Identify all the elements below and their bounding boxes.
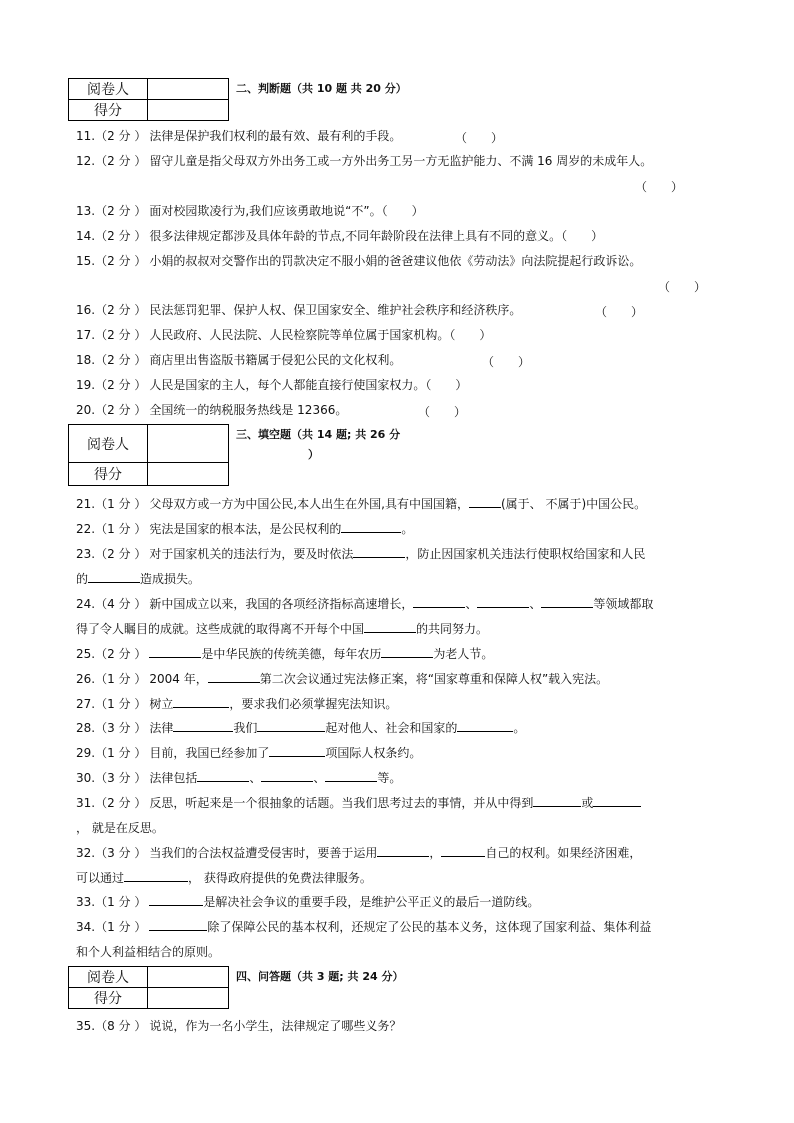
question-number: 27.（1 分 ） — [76, 697, 147, 711]
reviewer-field — [148, 79, 229, 100]
question-text: 留守儿童是指父母双方外出务工或一方外出务工另一方无监护能力、不满 16 周岁的未成年人。 — [149, 154, 653, 168]
section-title: 三、填空题（共 14 题; 共 26 分 — [236, 428, 401, 441]
question-text: 。 — [513, 721, 526, 735]
question-33 — [76, 890, 726, 915]
answer-blank[interactable] — [173, 718, 233, 732]
answer-blank[interactable] — [124, 868, 188, 882]
question-number: 16.（2 分 ） — [76, 303, 147, 317]
section-title-cont: ） — [308, 448, 319, 461]
question-text: 的共同努力。 — [416, 622, 489, 636]
question-15 — [76, 249, 726, 274]
question-text: 反思，听起来是一个很抽象的话题。当我们思考过去的事情，并从中得到 — [149, 796, 534, 810]
answer-blank[interactable] — [325, 768, 377, 782]
question-29 — [76, 741, 726, 766]
question-number: 30.（3 分 ） — [76, 771, 147, 785]
question-text: (属于、 不属于)中国公民。 — [501, 497, 647, 511]
answer-blank[interactable] — [413, 594, 465, 608]
question-31-cont — [76, 816, 164, 841]
question-14 — [76, 224, 726, 249]
score-label: 得分 — [69, 463, 148, 486]
question-25 — [76, 642, 726, 667]
question-text: 面对校园欺凌行为,我们应该勇敢地说“不”。（ ） — [149, 204, 424, 218]
question-text: 法律包括 — [149, 771, 198, 785]
question-number: 24.（4 分 ） — [76, 597, 147, 611]
question-number: 32.（3 分 ） — [76, 846, 147, 860]
separator: 、 — [529, 597, 542, 611]
question-text: 法律是保护我们权利的最有效、最有利的手段。 — [149, 129, 402, 143]
question-number: 35.（8 分 ） — [76, 1019, 147, 1033]
question-text: ， 就是在反思。 — [76, 821, 164, 835]
question-number: 15.（2 分 ） — [76, 254, 147, 268]
question-20 — [76, 398, 726, 423]
question-text: 宪法是国家的根本法，是公民权利的 — [149, 522, 342, 536]
question-number: 17.（2 分 ） — [76, 328, 147, 342]
answer-blank[interactable] — [149, 644, 201, 658]
question-text: 小娟的叔叔对交警作出的罚款决定不服小娟的爸爸建议他依《劳动法》向法院提起行政诉讼。 — [149, 254, 642, 268]
answer-blank[interactable] — [381, 644, 433, 658]
reviewer-label: 阅卷人 — [69, 79, 148, 100]
question-number: 29.（1 分 ） — [76, 746, 147, 760]
separator: ， — [429, 846, 442, 860]
score-field — [148, 988, 229, 1009]
separator: 、 — [465, 597, 478, 611]
answer-blank[interactable] — [197, 768, 249, 782]
question-34-cont — [76, 940, 220, 965]
score-label: 得分 — [69, 100, 148, 121]
section-title: 四、问答题（共 3 题; 共 24 分） — [236, 970, 404, 983]
answer-blank[interactable] — [88, 569, 140, 583]
question-text: 目前，我国已经参加了 — [149, 746, 270, 760]
question-22 — [76, 517, 726, 542]
question-text: ， 获得政府提供的免费法律服务。 — [188, 871, 372, 885]
answer-blank[interactable] — [469, 494, 501, 508]
question-number: 23.（2 分 ） — [76, 547, 147, 561]
judge-section-header — [68, 78, 728, 122]
question-number: 22.（1 分 ） — [76, 522, 147, 536]
question-text: 除了保障公民的基本权利，还规定了公民的基本义务，这体现了国家利益、集体利益 — [207, 920, 652, 934]
answer-blank[interactable] — [441, 843, 485, 857]
reviewer-label: 阅卷人 — [69, 967, 148, 988]
answer-blank[interactable] — [457, 718, 513, 732]
question-text: 起对他人、社会和国家的 — [325, 721, 458, 735]
question-32 — [76, 841, 726, 866]
question-number: 34.（1 分 ） — [76, 920, 147, 934]
score-field — [148, 463, 229, 486]
score-box — [68, 424, 229, 486]
question-number: 26.（1 分 ） — [76, 672, 147, 686]
question-24 — [76, 592, 726, 617]
question-text: 或 — [581, 796, 594, 810]
question-text: 。 — [401, 522, 414, 536]
answer-paren: （ ） — [455, 131, 504, 145]
separator: 、 — [249, 771, 262, 785]
question-text: 我们 — [233, 721, 258, 735]
question-11 — [76, 124, 726, 149]
answer-blank[interactable] — [257, 718, 325, 732]
question-text: 树立 — [149, 697, 174, 711]
question-27 — [76, 692, 726, 717]
question-text: 2004 年， — [149, 672, 208, 686]
question-18 — [76, 348, 726, 373]
question-text: ，要求我们必须掌握宪法知识。 — [229, 697, 398, 711]
section-title: 二、判断题（共 10 题 共 20 分） — [236, 82, 407, 95]
score-label: 得分 — [69, 988, 148, 1009]
question-text: 可以通过 — [76, 871, 125, 885]
question-12 — [76, 149, 726, 174]
question-21 — [76, 492, 726, 517]
question-text: 等。 — [377, 771, 402, 785]
answer-blank[interactable] — [269, 743, 325, 757]
fill-section-header — [68, 424, 728, 490]
question-text: 和个人利益相结合的原则。 — [76, 945, 221, 959]
question-text: 全国统一的纳税服务热线是 12366。 — [149, 403, 348, 417]
question-23-cont — [76, 567, 200, 592]
answer-paren: （ ） — [418, 405, 467, 419]
question-31 — [76, 791, 726, 816]
answer-paren: （ ） — [595, 305, 644, 319]
question-text: 为老人节。 — [433, 647, 494, 661]
answer-blank[interactable] — [149, 917, 207, 931]
reviewer-field — [148, 425, 229, 463]
answer-blank[interactable] — [541, 594, 593, 608]
question-30 — [76, 766, 726, 791]
answer-blank[interactable] — [261, 768, 313, 782]
score-field — [148, 100, 229, 121]
question-number: 11.（2 分 ） — [76, 129, 147, 143]
question-text: 说说，作为一名小学生，法律规定了哪些义务？ — [149, 1019, 402, 1033]
question-text: 得了令人瞩目的成就。这些成就的取得离不开每个中国 — [76, 622, 365, 636]
question-text: 是中华民族的传统美德，每年农历 — [201, 647, 382, 661]
question-number: 33.（1 分 ） — [76, 895, 147, 909]
separator: 、 — [313, 771, 326, 785]
answer-blank[interactable] — [149, 892, 203, 906]
question-text: 人民政府、人民法院、人民检察院等单位属于国家机构。（ ） — [149, 328, 492, 342]
answer-blank[interactable] — [477, 594, 529, 608]
question-19 — [76, 373, 726, 398]
answer-blank[interactable] — [173, 694, 229, 708]
question-text: 造成损失。 — [140, 572, 201, 586]
answer-blank[interactable] — [533, 793, 581, 807]
question-number: 19.（2 分 ） — [76, 378, 147, 392]
question-text: 的 — [76, 572, 89, 586]
question-text: 自己的权利。如果经济困难， — [485, 846, 642, 860]
question-text: 父母双方或一方为中国公民,本人出生在外国,具有中国国籍， — [149, 497, 469, 511]
question-13 — [76, 199, 726, 224]
question-number: 25.（2 分 ） — [76, 647, 147, 661]
question-35 — [76, 1014, 726, 1039]
question-number: 28.（3 分 ） — [76, 721, 147, 735]
question-number: 13.（2 分 ） — [76, 204, 147, 218]
score-box — [68, 966, 229, 1009]
question-34 — [76, 915, 726, 940]
question-17 — [76, 323, 726, 348]
question-23 — [76, 542, 726, 567]
answer-paren: （ ） — [635, 180, 684, 194]
reviewer-label: 阅卷人 — [69, 425, 148, 463]
question-28 — [76, 716, 726, 741]
question-text: 商店里出售盗版书籍属于侵犯公民的文化权利。 — [149, 353, 402, 367]
answer-blank[interactable] — [208, 669, 260, 683]
question-number: 14.（2 分 ） — [76, 229, 147, 243]
answer-blank[interactable] — [377, 843, 429, 857]
question-text: 新中国成立以来，我国的各项经济指标高速增长， — [149, 597, 414, 611]
question-text: 民法惩罚犯罪、保护人权、保卫国家安全、维护社会秩序和经济秩序。 — [149, 303, 522, 317]
answer-paren: （ ） — [482, 355, 531, 369]
question-text: ，防止因国家机关违法行使职权给国家和人民 — [405, 547, 646, 561]
question-24-cont — [76, 617, 488, 642]
question-text: 项国际人权条约。 — [325, 746, 422, 760]
question-text: 对于国家机关的违法行为，要及时依法 — [149, 547, 354, 561]
score-box — [68, 78, 229, 121]
question-text: 法律 — [149, 721, 174, 735]
qa-section-header — [68, 966, 728, 1010]
question-text: 第二次会议通过宪法修正案，将“国家尊重和保障人权”载入宪法。 — [259, 672, 609, 686]
question-number: 31.（2 分 ） — [76, 796, 147, 810]
question-text: 等领域都取 — [593, 597, 654, 611]
answer-blank[interactable] — [341, 519, 401, 533]
question-number: 12.（2 分 ） — [76, 154, 147, 168]
answer-paren: （ ） — [658, 280, 707, 294]
question-text: 人民是国家的主人，每个人都能直接行使国家权力。（ ） — [149, 378, 468, 392]
question-number: 20.（2 分 ） — [76, 403, 147, 417]
answer-blank[interactable] — [364, 619, 416, 633]
reviewer-field — [148, 967, 229, 988]
question-number: 21.（1 分 ） — [76, 497, 147, 511]
question-number: 18.（2 分 ） — [76, 353, 147, 367]
question-text: 很多法律规定都涉及具体年龄的节点,不同年龄阶段在法律上具有不同的意义。（ ） — [149, 229, 604, 243]
question-26 — [76, 667, 726, 692]
answer-blank[interactable] — [353, 544, 405, 558]
question-32-cont — [76, 866, 372, 891]
question-text: 当我们的合法权益遭受侵害时，要善于运用 — [149, 846, 378, 860]
answer-blank[interactable] — [593, 793, 641, 807]
question-text: 是解决社会争议的重要手段，是维护公平正义的最后一道防线。 — [203, 895, 540, 909]
